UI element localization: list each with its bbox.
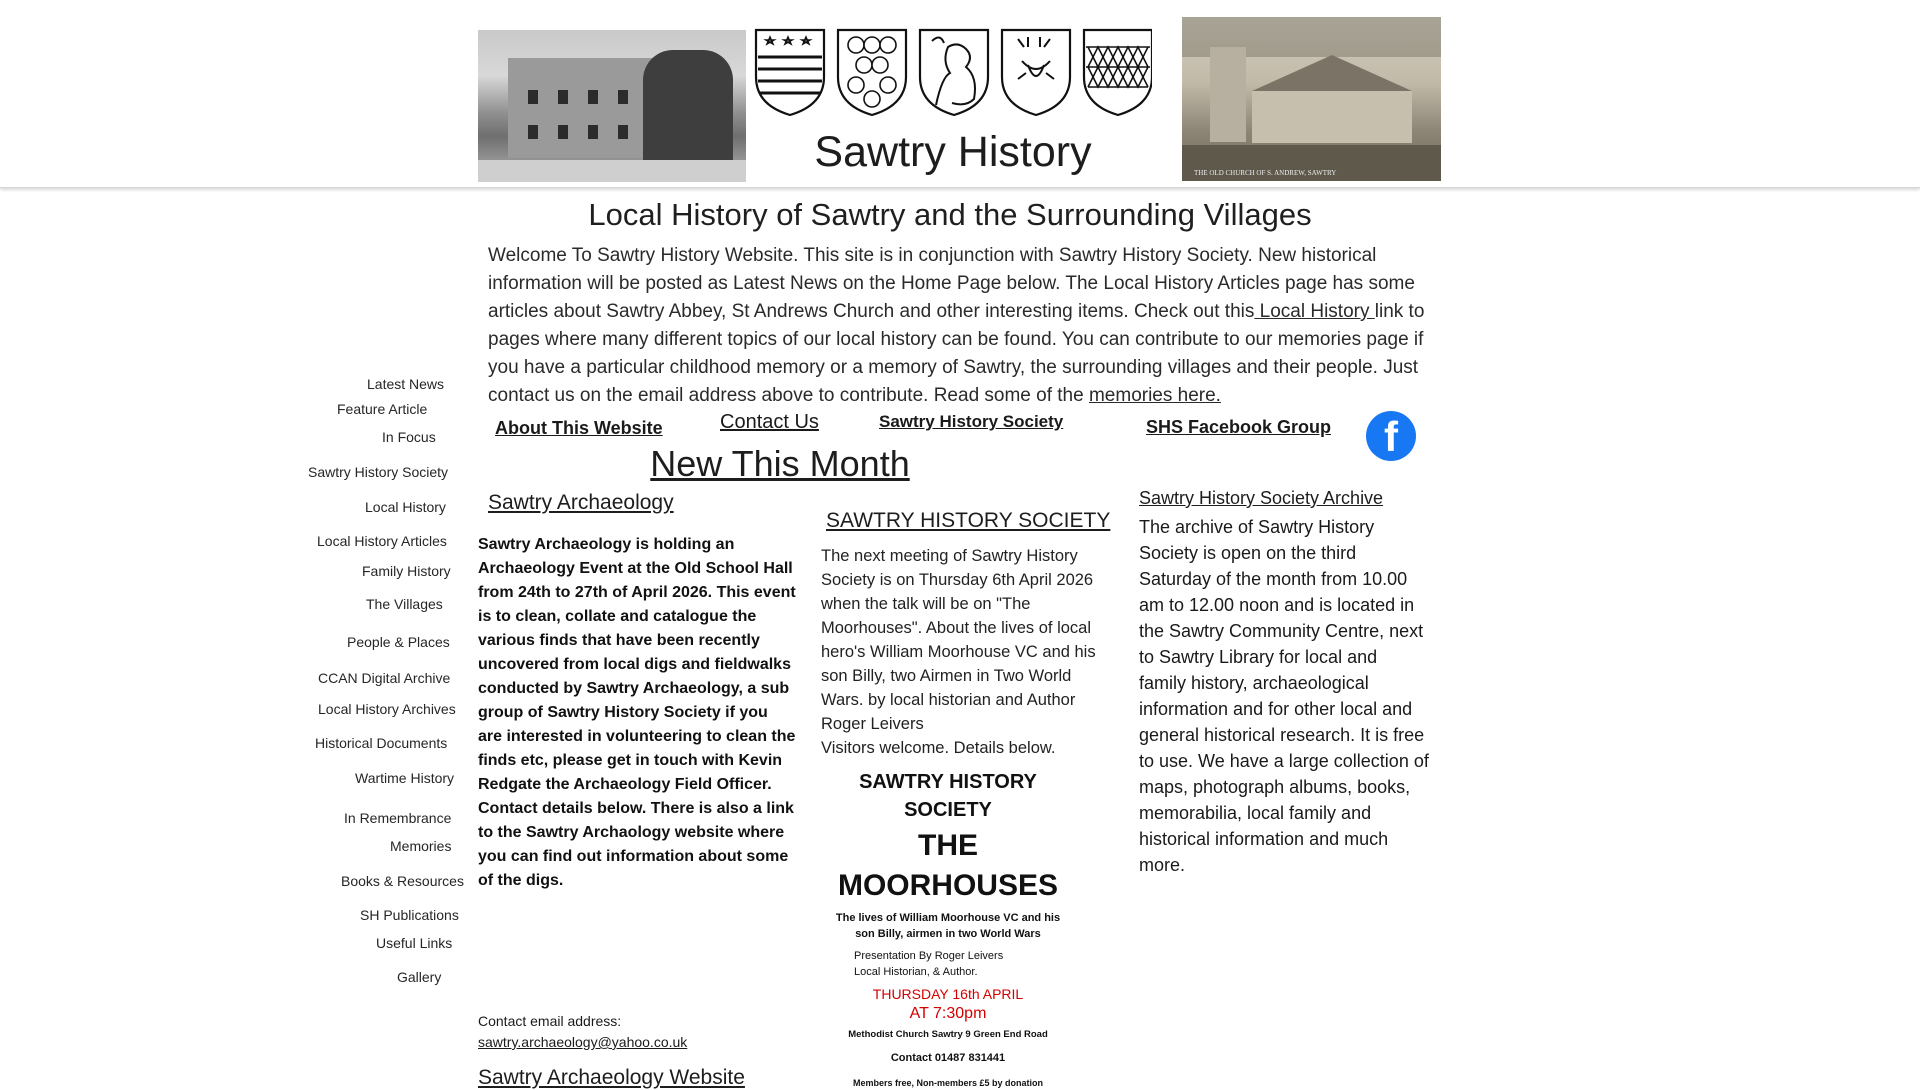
- new-this-month-heading: New This Month: [650, 443, 910, 484]
- site-header: [0, 0, 1920, 188]
- nav-people-places[interactable]: People & Places: [347, 634, 450, 650]
- nav-memories[interactable]: Memories: [390, 838, 452, 854]
- archaeology-contact: [478, 1011, 687, 1053]
- nav-latest-news[interactable]: Latest News: [367, 376, 445, 392]
- sawtry-history-society-link[interactable]: Sawtry History Society: [879, 412, 1064, 431]
- society-archive-heading-link[interactable]: Sawtry History Society Archive: [1139, 488, 1384, 508]
- poster-presenter-role: Local Historian, & Author.: [854, 966, 978, 978]
- contact-email-link[interactable]: sawtry.archaeology@yahoo.co.uk: [478, 1034, 688, 1050]
- nav-in-remembrance[interactable]: In Remembrance: [344, 810, 452, 826]
- nav-sh-publications[interactable]: SH Publications: [360, 907, 459, 923]
- archaeology-event-text: Sawtry Archaeology is holding an Archaeology Event at the Old School Hall from 24th to 27th of April 2026. This event is to clean, collate and catalogue the various finds that have been recently uncovered from local digs and fieldwalks conducted by Sawtry Archaeology, a sub group of Sawtry History Society if you are interested in volunteering to clean the finds etc, please get in touch with Kevin Redgate the Archaeology Field Officer. Contact details below. There is also a link to the Sawtry Archaology website where you can find out information about some of the digs.: [478, 536, 796, 889]
- poster-admission: Members free, Non-members £5 by donation: [852, 1078, 1044, 1088]
- sawtry-archaeology-heading-link[interactable]: Sawtry Archaeology: [488, 491, 674, 514]
- nav-family-history[interactable]: Family History: [362, 563, 451, 579]
- facebook-icon[interactable]: f: [1366, 411, 1416, 461]
- site-title: Sawtry History: [814, 128, 1092, 176]
- poster-subtitle: The lives of William Moorhouse VC and his son Billy, airmen in two World Wars: [835, 912, 1061, 940]
- intro-text-2: link to pages where many different topics of our local history can be found. You can contribute to our memories page if you have a particular childhood memory or a memory of Sawtry, the surrounding villages and their people. Just contact us on the email address above to contribute. Read some of the: [488, 301, 1425, 406]
- intro-text-1: Welcome To Sawtry History Website. This site is in conjunction with Sawtry History Society. New historical information will be posted as Latest News on the Home Page below. The Local History Articles page has some articles about Sawtry Abbey, St Andrews Church and other interesting items. Check out this: [488, 245, 1415, 322]
- nav-wartime-history[interactable]: Wartime History: [355, 770, 455, 786]
- local-history-link[interactable]: Local History: [1254, 301, 1375, 322]
- society-meeting-heading[interactable]: SAWTRY HISTORY SOCIETY: [826, 509, 1111, 532]
- nav-ccan-digital-archive[interactable]: CCAN Digital Archive: [318, 670, 451, 686]
- nav-books-resources[interactable]: Books & Resources: [341, 873, 464, 889]
- poster-time: AT 7:30pm: [909, 1005, 987, 1022]
- nav-useful-links[interactable]: Useful Links: [376, 935, 453, 951]
- poster-presenter-name: Presentation By Roger Leivers: [854, 950, 1004, 962]
- manor-house-photo: [478, 30, 746, 182]
- memories-link[interactable]: memories here.: [1088, 385, 1221, 406]
- poster-title: THE MOORHOUSES: [837, 829, 1059, 902]
- facebook-group-link[interactable]: SHS Facebook Group: [1146, 417, 1332, 437]
- society-archive-text: The archive of Sawtry History Society is open on the third Saturday of the month from 10.00 am to 12.00 noon and is located in the Sawtry Community Centre, next to Sawtry Library for local and family history, archaeological information and for other local and general historical research. It is free to use. We have a large collection of maps, photograph albums, books, memorabilia, local family and historical information and much more.: [1139, 517, 1429, 875]
- nav-local-history-archives[interactable]: Local History Archives: [318, 701, 456, 717]
- contact-email-label: Contact email address:: [478, 1013, 622, 1029]
- visitors-welcome: Visitors welcome. Details below.: [821, 739, 1056, 757]
- church-photo: [1182, 17, 1441, 181]
- page-heading: Local History of Sawtry and the Surrounding Villages: [588, 197, 1312, 232]
- intro-paragraph: [488, 242, 1448, 410]
- poster-presenter: [828, 948, 1068, 980]
- nav-local-history[interactable]: Local History: [365, 499, 446, 515]
- archaeology-website-link[interactable]: Sawtry Archaeology Website: [478, 1066, 745, 1089]
- about-website-link[interactable]: About This Website: [495, 418, 663, 438]
- nav-gallery[interactable]: Gallery: [397, 969, 442, 985]
- society-meeting-text: [821, 544, 1111, 760]
- nav-in-focus[interactable]: In Focus: [382, 429, 436, 445]
- poster-venue: Methodist Church Sawtry 9 Green End Road: [848, 1029, 1048, 1040]
- poster-contact: Contact 01487 831441: [890, 1052, 1006, 1064]
- poster-society-name: SAWTRY HISTORY SOCIETY: [859, 771, 1037, 821]
- meeting-details: The next meeting of Sawtry History Society is on Thursday 6th April 2026 when the talk will be on "The Moorhouses". About the lives of local hero's William Moorhouse VC and his son Billy, two Airmen in Two World Wars. by local historian and Author Roger Leivers: [821, 547, 1096, 733]
- nav-the-villages[interactable]: The Villages: [366, 596, 443, 612]
- nav-historical-documents[interactable]: Historical Documents: [315, 735, 448, 751]
- nav-local-history-articles[interactable]: Local History Articles: [317, 533, 447, 549]
- contact-us-link[interactable]: Contact Us: [720, 411, 819, 433]
- coat-of-arms-shields: [752, 27, 1152, 117]
- church-photo-caption: THE OLD CHURCH OF S. ANDREW, SAWTRY: [1194, 169, 1337, 177]
- nav-feature-article[interactable]: Feature Article: [337, 401, 428, 417]
- nav-sawtry-history-society[interactable]: Sawtry History Society: [308, 464, 449, 480]
- poster-date: THURSDAY 16th APRIL: [872, 986, 1024, 1002]
- meeting-poster: [828, 768, 1068, 1088]
